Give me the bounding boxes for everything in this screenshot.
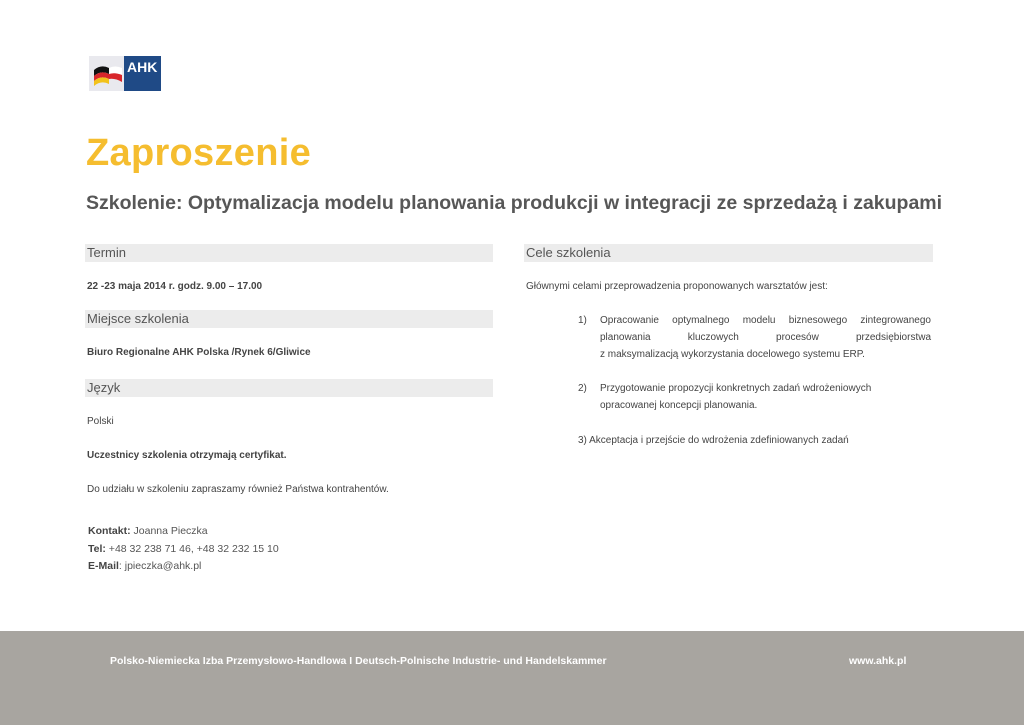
contact-tel-row [88, 541, 279, 559]
contact-email-row [88, 558, 279, 576]
section-header-miejsce: Miejsce szkolenia [85, 310, 493, 328]
goal-number: 2) [578, 383, 587, 394]
contact-tel: +48 32 238 71 46, +48 32 232 15 10 [105, 542, 279, 555]
contact-block [88, 523, 279, 576]
goal-text-line: opracowanej koncepcji planowania. [600, 400, 758, 411]
miejsce-value: Biuro Regionalne AHK Polska /Rynek 6/Gliwice [87, 347, 311, 358]
section-header-cele: Cele szkolenia [524, 244, 933, 262]
goals-intro: Głównymi celami przeprowadzenia proponowanych warsztatów jest: [526, 281, 828, 292]
footer-organization: Polsko-Niemiecka Izba Przemysłowo-Handlowa I Deutsch-Polnische Industrie- und Handelskammer [110, 655, 607, 667]
certificate-note: Uczestnicy szkolenia otrzymają certyfikat. [87, 450, 287, 461]
termin-value: 22 -23 maja 2014 r. godz. 9.00 – 17.00 [87, 281, 263, 292]
logo-text: AHK [124, 56, 161, 91]
goal-text-line: Przygotowanie propozycji konkretnych zadań wdrożeniowych [600, 383, 872, 394]
contact-name-row [88, 523, 279, 541]
page-subtitle: Szkolenie: Optymalizacja modelu planowania produkcji w integracji ze sprzedażą i zakupami [86, 192, 943, 214]
footer-website-link[interactable]: www.ahk.pl [849, 655, 907, 667]
goal-item-3: 3) Akceptacja i przejście do wdrożenia zdefiniowanych zadań [578, 435, 849, 446]
goal-number: 1) [578, 315, 587, 326]
jezyk-value: Polski [87, 416, 114, 427]
contact-tel-key: Tel: [88, 542, 106, 555]
footer [0, 631, 1024, 725]
goal-text-line: planowania kluczowych procesów przedsiębiorstwa [600, 332, 931, 343]
contact-email-key: E-Mail [88, 560, 119, 572]
flag-icon [89, 56, 124, 91]
section-header-jezyk: Język [85, 379, 493, 397]
invitation-note: Do udziału w szkoleniu zapraszamy również Państwa kontrahentów. [87, 484, 389, 495]
contact-name-key: Kontakt: [88, 525, 131, 537]
goal-text-line: z maksymalizacją wykorzystania docelowego systemu ERP. [600, 349, 865, 360]
page-title: Zaproszenie [86, 132, 312, 174]
contact-email[interactable]: : jpieczka@ahk.pl [118, 560, 202, 572]
section-header-termin: Termin [85, 244, 493, 262]
goal-text-line: Opracowanie optymalnego modelu biznesowego zintegrowanego [600, 315, 931, 326]
ahk-logo [89, 56, 161, 91]
contact-name: Joanna Pieczka [130, 525, 208, 537]
